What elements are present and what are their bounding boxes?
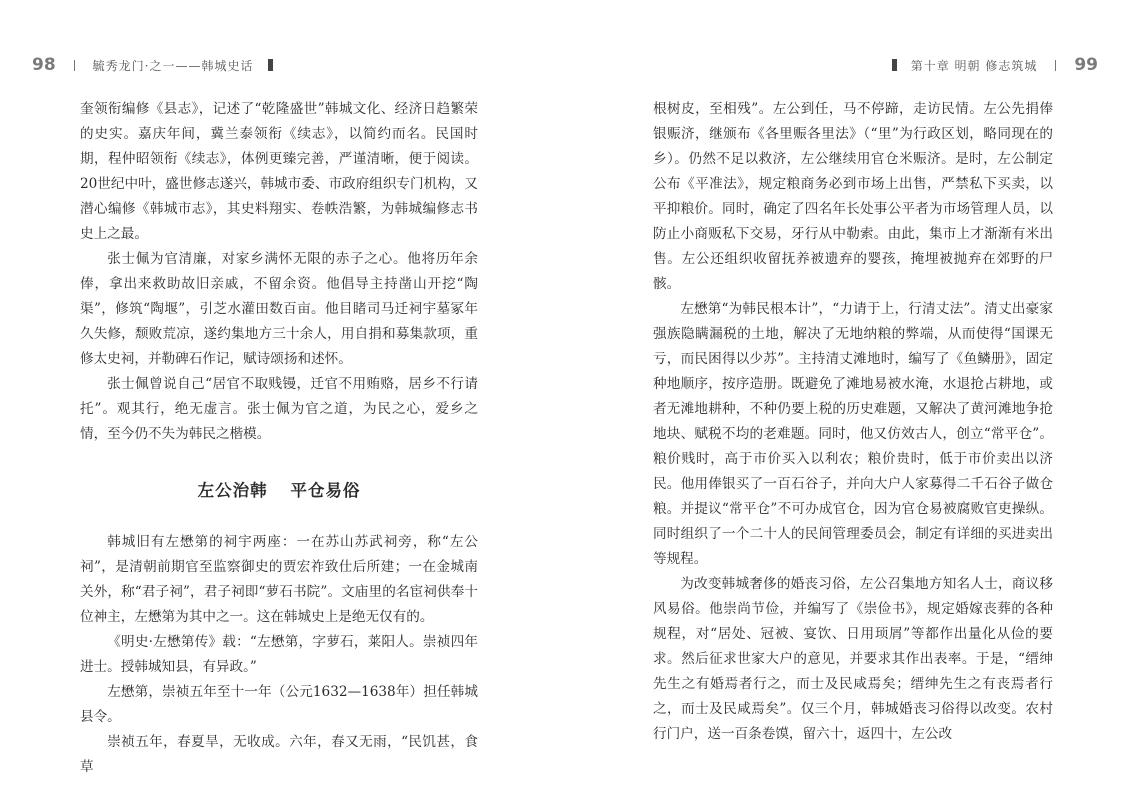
header-block-mark (892, 59, 897, 71)
paragraph: 张士佩曾说自己“居官不取贱镘，迁官不用贿赂，居乡不行请托”。观其行，绝无虚言。张士佩为官之道，为民之心，爱乡之情，至今仍不失为韩民之楷模。 (80, 376, 478, 442)
paragraph: 奎领衔编修《县志》，记述了“乾隆盛世”韩城文化、经济日趋繁荣的史实。嘉庆年间，冀兰泰领衔《续志》，以简约而名。民国时期，程仲昭领衔《续志》，体例更臻完善，严谨清晰，便于阅读。20世纪中叶，盛世修志遂兴，韩城市委、市政府组织专门机构，又潜心编修《韩城市志》，其史料翔实、卷帙浩繁，为韩城编修志书史上之最。 (80, 101, 478, 242)
paragraph: 左懋第“为韩民根本计”，“力请于上，行清丈法”。清丈出豪家强族隐瞒漏税的土地，解决了无地纳粮的弊端，从而使得“国课无亏，而民困得以少苏”。主持清丈滩地时，编写了《鱼鳞册》，固定种地顺序，按序造册。既避免了滩地易被水淹，水退抢占耕地，或者无滩地耕种，不种仍要上税的历史难题，又解决了黄河滩地争抢地块、赋税不均的老难题。同时，他又仿效古人，创立“常平仓”。粮价贱时，高于市价买入以利农；粮价贵时，低于市价卖出以济民。他用俸银买了一百石谷子，并向大户人家募得二千石谷子做仓粮。并提议“常平仓”不可办成官仓，因为官仓易被腐败官吏操纵。同时组织了一个二十人的民间管理委员会，制定有详细的买进卖出等规程。 (653, 301, 1053, 567)
paragraph: 为改变韩城奢侈的婚丧习俗，左公召集地方知名人士，商议移风易俗。他崇尚节俭，并编写了《崇俭书》，规定婚嫁丧葬的各种规程，对“居处、冠被、宴饮、日用顼屑”等都作出量化从俭的要求。然后征求世家大户的意见，并要求其作出表率。于是，“缙绅先生之有婚焉者行之，而士及民咸焉矣；缙绅先生之有丧焉者行之，而士及民咸焉矣”。仅三个月，韩城婚丧习俗得以改变。农村行门户，送一百条卷馍，留六十，返四十，左公改 (653, 576, 1053, 742)
page-number: 99 (1074, 55, 1098, 75)
header-divider (74, 60, 75, 71)
section-heading-part: 平仓易俗 (290, 481, 361, 500)
section-heading-part: 左公治韩 (197, 481, 268, 500)
header-divider (1055, 60, 1056, 71)
left-body-text (80, 97, 478, 780)
section-heading (80, 478, 478, 503)
left-running-head (32, 54, 273, 76)
paragraph: 崇祯五年，春夏旱，无收成。六年，春又无雨，“民饥甚，食草 (80, 734, 478, 775)
running-title: 第十章 明朝 修志筑城 (910, 58, 1038, 73)
running-title: 毓秀龙门·之一——韩城史话 (92, 58, 254, 73)
right-page (566, 0, 1132, 799)
paragraph: 左懋第，崇祯五年至十一年（公元1632—1638年）担任韩城县令。 (80, 684, 478, 725)
header-block-mark (268, 59, 273, 71)
paragraph: 韩城旧有左懋第的祠宇两座：一在苏山苏武祠旁，称“左公祠”，是清朝前期官至监察御史的贾宏祚致仕后所建；一在金城南关外，称“君子祠”，君子祠即“萝石书院”。文庙里的名宦祠供奉十位神主，左懋第为其中之一。这在韩城史上是绝无仅有的。 (80, 534, 478, 625)
paragraph: 《明史·左懋第传》载：“左懋第，字萝石，莱阳人。崇祯四年进士。授韩城知县，有异政。” (80, 634, 478, 675)
right-running-head (892, 54, 1098, 76)
right-body-text (653, 97, 1053, 747)
page-number: 98 (32, 55, 56, 75)
paragraph: 根树皮，至相残”。左公到任，马不停蹄，走访民情。左公先捐俸银赈济，继颁布《各里赈各里法》（“里”为行政区划，略同现在的乡）。仍然不足以救济，左公继续用官仓米赈济。是时，左公制定公布《平准法》，规定粮商务必到市场上出售，严禁私下买卖，以平抑粮价。同时，确定了四名年长处事公平者为市场管理人员，以防止小商贩私下交易，牙行从中勒索。由此，集市上才渐渐有米出售。左公还组织收留抚养被遗弃的婴孩，掩埋被抛弃在郊野的尸骸。 (653, 101, 1053, 292)
paragraph: 张士佩为官清廉，对家乡满怀无限的赤子之心。他将历年余俸，拿出来救助故旧亲戚，不留余资。他倡导主持凿山开挖“陶渠”，修筑“陶堰”，引芝水灌田数百亩。他目睹司马迁祠宇墓冢年久失修，颓败荒凉，遂约集地方三十余人，用自捐和募集款项，重修太史祠，并勒碑石作记，赋诗颂扬和述怀。 (80, 251, 478, 367)
